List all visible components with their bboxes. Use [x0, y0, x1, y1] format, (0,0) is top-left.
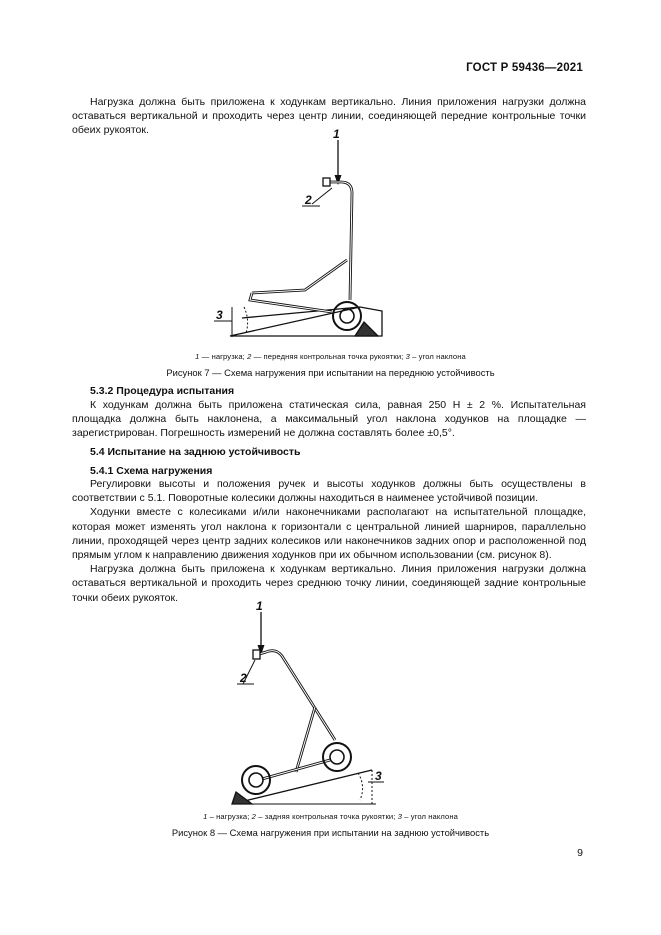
walker-rear-frame-8-inner [256, 651, 335, 740]
walker-front-leg-8-inner [296, 707, 315, 772]
fig8-label-1: 1 [256, 599, 263, 613]
fig7-label-3: 3 [216, 308, 223, 322]
page-number: 9 [577, 847, 583, 859]
document-id: ГОСТ Р 59436—2021 [466, 62, 583, 74]
walker-front-leg-inner [252, 260, 347, 293]
section-5-4-heading: 5.4 Испытание на заднюю устойчивость [90, 446, 301, 458]
section-5-4-1-body [72, 477, 586, 605]
walker-handle-8 [253, 650, 260, 659]
walker-base-8-inner [262, 760, 330, 779]
walker-rear-wheel-8 [242, 766, 270, 794]
section-5-3-2-heading: 5.3.2 Процедура испытания [90, 385, 235, 397]
walker-rear-post [326, 182, 352, 300]
section-5-4-1-para-1: Регулировки высоты и положения ручек и высоты ходунков должны быть осуществлены в соответствии с 5.1. Поворотные колесики должны находиться в наименее устойчивой позиции. [72, 478, 586, 505]
fig8-label-3: 3 [375, 769, 382, 783]
section-5-4-1-heading: 5.4.1 Схема нагружения [90, 465, 213, 477]
section-5-4-1-para-2: Ходунки вместе с колесиками и/или наконечниками располагают на испытательной площадке, которая может изменять угол наклона к горизонтали с центральной линией шарниров, параллельно линии, проходящей через центр задних колесиков или наконечников задних опор и расположенной под прямым углом к направлению движения ходунков при их обычном использовании (см. рисунок 8). [72, 506, 586, 562]
section-5-3-2-body [72, 398, 586, 441]
fig8-label-2: 2 [240, 671, 247, 685]
walker-rear-post-inner [326, 182, 352, 300]
figure-8-drawing [232, 612, 384, 806]
section-5-3-2-text: К ходункам должна быть приложена статическая сила, равная 250 Н ± 2 %. Испытательная площадка должна быть наклонена, а максимальный угол наклона ходунков на площадке — зарегистрирован. Погрешность измерений не должна составлять более ±0,5°. [72, 399, 586, 440]
walker-front-wheel-hub-8 [330, 750, 344, 764]
fig7-label-2: 2 [305, 193, 312, 207]
angle-arc [244, 307, 248, 333]
walker-base [250, 293, 332, 312]
section-5-4-1-para-3: Нагрузка должна быть приложена к ходункам вертикально. Линия приложения нагрузки должна оставаться вертикальной и проходить через среднюю точку линии, соединяющей задние контрольные точки обеих рукояток. [72, 563, 586, 604]
fig7-label-1: 1 [333, 127, 340, 141]
figure-8-legend: 1 – нагрузка; 2 – задняя контрольная точка рукоятки; 3 – угол наклона [203, 812, 458, 821]
walker-handle [323, 178, 330, 186]
angle-arc-8 [358, 773, 363, 800]
figure-8-caption: Рисунок 8 — Схема нагружения при испытании на заднюю устойчивость [171, 827, 490, 838]
load-arrowhead [335, 175, 342, 185]
intro-text: Нагрузка должна быть приложена к ходункам вертикально. Линия приложения нагрузки должна оставаться вертикальной и проходить через центр линии, соединяющей передние контрольные точки обеих рукояток. [72, 96, 586, 137]
wheel-chock-8 [232, 792, 252, 804]
walker-rear-frame-8 [256, 651, 335, 740]
figure-7-legend: 1 — нагрузка; 2 — передняя контрольная точка рукоятки; 3 – угол наклона [195, 352, 466, 361]
figure-7-caption: Рисунок 7 — Схема нагружения при испытании на переднюю устойчивость [166, 367, 495, 378]
walker-front-wheel-8 [323, 743, 351, 771]
walker-rear-wheel-hub-8 [249, 773, 263, 787]
label-2-leader [312, 188, 332, 204]
walker-front-leg [252, 260, 347, 293]
figure-7-drawing [214, 140, 382, 337]
